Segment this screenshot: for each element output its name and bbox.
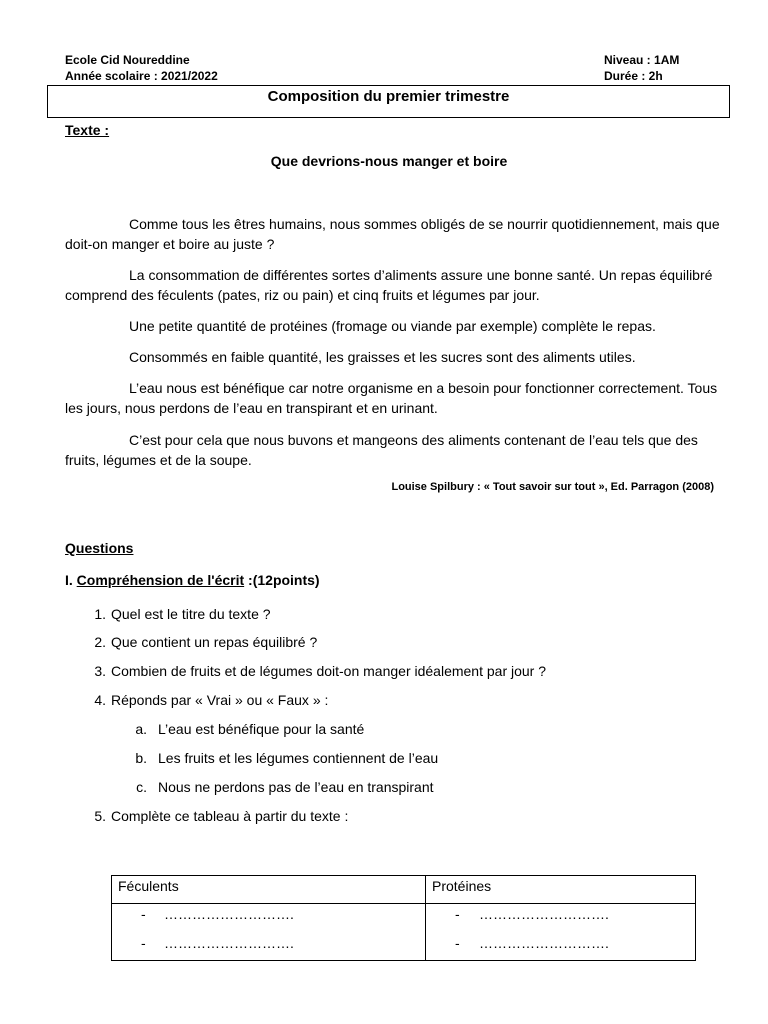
texte-label: Texte : (65, 122, 110, 138)
paragraph-text: L’eau nous est bénéfique car notre organisme en a besoin pour fonctionner correctement. Tous les jours, nous perdons de l’eau en transpirant et en urinant. (65, 380, 718, 416)
school-year: Année scolaire : 2021/2022 (65, 69, 218, 83)
paragraph (65, 265, 720, 305)
answer-blank[interactable]: ………………………. (164, 906, 294, 922)
source-citation: Louise Spilbury : « Tout savoir sur tout », Ed. Parragon (2008) (391, 481, 714, 493)
question-text: Combien de fruits et de légumes doit-on manger idéalement par jour ? (111, 663, 547, 679)
exam-title: Composition du premier trimestre (267, 88, 510, 105)
table-header-feculents: Féculents (118, 878, 179, 894)
subquestion-text: L’eau est bénéfique pour la santé (158, 721, 365, 737)
question-number: 4. (94, 692, 106, 708)
duration: Durée : 2h (604, 69, 663, 83)
table-header-proteines: Protéines (432, 878, 492, 894)
level: Niveau : 1AM (604, 53, 680, 67)
subquestion-letter: a. (135, 721, 147, 737)
questions-heading: Questions (65, 540, 134, 556)
section-number: I. (65, 572, 73, 588)
paragraph (65, 214, 720, 254)
table-dash: - (455, 906, 460, 922)
table-dash: - (141, 935, 146, 951)
table-dash: - (455, 935, 460, 951)
paragraph (65, 430, 720, 470)
question-number: 2. (94, 634, 106, 650)
answer-table (111, 875, 696, 961)
subquestion-letter: c. (136, 779, 147, 795)
paragraph-text: Une petite quantité de protéines (fromage ou viande par exemple) complète le repas. (129, 318, 656, 334)
school-name: Ecole Cid Noureddine (65, 53, 190, 67)
paragraph (65, 378, 720, 418)
question-number: 5. (94, 808, 106, 824)
table-column-divider (425, 876, 426, 960)
answer-blank[interactable]: ………………………. (479, 906, 609, 922)
question-number: 1. (94, 606, 106, 622)
paragraph-text: Comme tous les êtres humains, nous sommes obligés de se nourrir quotidiennement, mais que doit-on manger et boire au juste ? (65, 216, 720, 252)
table-dash: - (141, 906, 146, 922)
subquestion-text: Nous ne perdons pas de l’eau en transpirant (158, 779, 434, 795)
section-title: Compréhension de l'écrit (76, 572, 245, 588)
text-title: Que devrions-nous manger et boire (270, 153, 508, 169)
table-header-divider (112, 903, 695, 904)
section-points: :(12points) (248, 572, 320, 588)
question-text: Que contient un repas équilibré ? (111, 634, 318, 650)
question-text: Quel est le titre du texte ? (111, 606, 271, 622)
answer-blank[interactable]: ………………………. (164, 935, 294, 951)
paragraph (65, 347, 720, 367)
paragraph-text: C’est pour cela que nous buvons et mangeons des aliments contenant de l’eau tels que des fruits, légumes et de la soupe. (65, 432, 698, 468)
question-text: Complète ce tableau à partir du texte : (111, 808, 349, 824)
question-number: 3. (94, 663, 106, 679)
paragraph-text: Consommés en faible quantité, les graisses et les sucres sont des aliments utiles. (129, 349, 636, 365)
subquestion-text: Les fruits et les légumes contiennent de l’eau (158, 750, 439, 766)
paragraph (65, 316, 720, 336)
subquestion-letter: b. (135, 750, 147, 766)
title-box (47, 85, 730, 118)
section-heading (65, 572, 320, 588)
question-text: Réponds par « Vrai » ou « Faux » : (111, 692, 329, 708)
paragraph-text: La consommation de différentes sortes d’aliments assure une bonne santé. Un repas équilibré comprend des féculents (pates, riz ou pain) et cinq fruits et légumes par jour. (65, 267, 713, 303)
answer-blank[interactable]: ………………………. (479, 935, 609, 951)
